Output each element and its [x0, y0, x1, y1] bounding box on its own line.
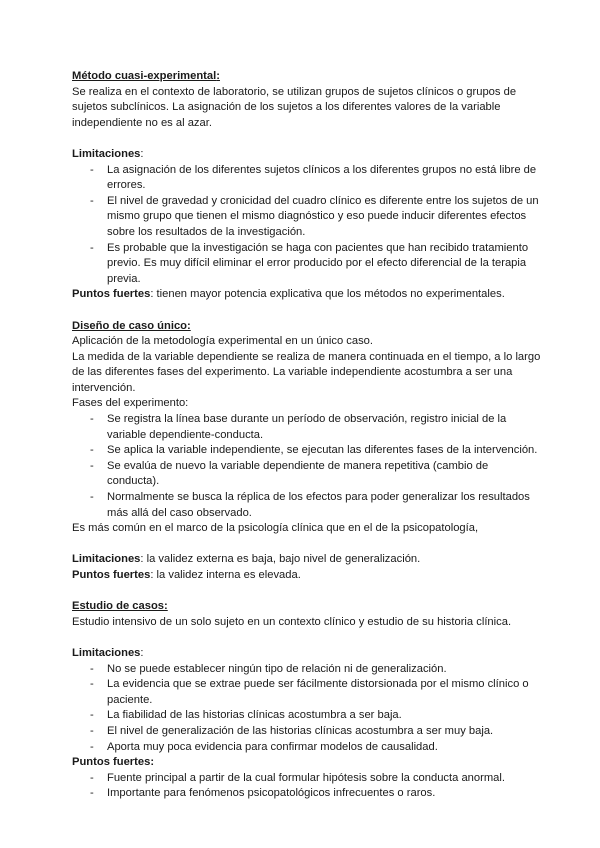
list-item-text: Normalmente se busca la réplica de los efectos para poder generalizar los resultados más allá del caso observado.	[107, 491, 530, 519]
list-item-text: La fiabilidad de las historias clínicas acostumbra a ser baja.	[107, 709, 402, 722]
list-dash: -	[90, 724, 94, 737]
section-estudio-casos-heading-line	[72, 599, 542, 615]
limitations-colon: :	[140, 147, 144, 160]
list-item	[72, 708, 542, 724]
list-dash: -	[90, 163, 94, 176]
list-dash: -	[90, 413, 94, 426]
document-page	[72, 69, 542, 802]
list-item-text: Fuente principal a partir de la cual formular hipótesis sobre la conducta anormal.	[107, 771, 505, 784]
limitations-heading-line	[72, 646, 542, 662]
list-dash: -	[90, 740, 94, 753]
list-item	[72, 740, 542, 756]
list-dash: -	[90, 662, 94, 675]
list-item	[72, 459, 542, 490]
strengths-heading-line	[72, 755, 542, 771]
list-item	[72, 677, 542, 708]
list-item-text: Aporta muy poca evidencia para confirmar modelos de causalidad.	[107, 740, 438, 753]
limitations-label: Limitaciones	[72, 646, 141, 659]
list-item-text: Se aplica la variable independiente, se ejecutan las diferentes fases de la intervención.	[107, 444, 538, 457]
strengths-list	[72, 771, 542, 802]
list-item-text: El nivel de gravedad y cronicidad del cuadro clínico es diferente entre los sujetos de un mismo grupo que tienen el mismo diagnóstico y eso puede inducir diferentes efectos sobre los resultados de la investigación.	[107, 194, 539, 238]
list-item-text: No se puede establecer ningún tipo de relación ni de generalización.	[107, 662, 447, 675]
list-item	[72, 724, 542, 740]
list-item-text: El nivel de generalización de las historias clínicas acostumbra a ser muy baja.	[107, 724, 494, 737]
strengths-line	[72, 568, 542, 584]
limitations-line	[72, 552, 542, 568]
list-item	[72, 771, 542, 787]
strengths-label: Puntos fuertes	[72, 288, 151, 301]
list-item	[72, 490, 542, 521]
list-dash: -	[90, 459, 94, 472]
list-item	[72, 662, 542, 678]
section-closing: Es más común en el marco de la psicología clínica que en el de la psicopatología,	[72, 522, 479, 535]
list-item-text: La evidencia que se extrae puede ser fácilmente distorsionada por el mismo clínico o paciente.	[107, 678, 529, 706]
section-heading-colon: :	[216, 70, 220, 82]
section-heading-colon: :	[164, 600, 168, 613]
list-dash: -	[90, 241, 94, 254]
list-item	[72, 194, 542, 241]
section-line: Aplicación de la metodología experimental en un único caso.	[72, 335, 374, 348]
list-dash: -	[90, 444, 94, 457]
list-dash: -	[90, 491, 94, 504]
list-item-text: Importante para fenómenos psicopatológicos infrecuentes o raros.	[107, 787, 436, 800]
limitations-label: Limitaciones	[72, 553, 141, 566]
section-heading: Método cuasi-experimental	[72, 70, 217, 82]
limitations-label: Limitaciones	[72, 147, 141, 160]
section-heading: Diseño de caso único	[72, 319, 188, 332]
list-dash: -	[90, 194, 94, 207]
strengths-label: Puntos fuertes	[72, 756, 151, 769]
list-dash: -	[90, 678, 94, 691]
limitations-list	[72, 662, 542, 756]
section-line: La medida de la variable dependiente se realiza de manera continuada en el tiempo, a lo largo de las diferentes fases del experimento. La variable independiente acostumbra a ser una intervención.	[72, 350, 541, 394]
strengths-colon: :	[150, 756, 155, 769]
limitations-heading-line	[72, 147, 542, 163]
strengths-text: : tienen mayor potencia explicativa que los métodos no experimentales.	[150, 288, 505, 301]
section-intro: Estudio intensivo de un solo sujeto en un contexto clínico y estudio de su historia clínica.	[72, 615, 512, 628]
spacer	[72, 303, 542, 319]
strengths-label: Puntos fuertes	[72, 569, 151, 581]
list-item	[72, 786, 542, 802]
spacer	[72, 584, 542, 600]
section-heading-colon: :	[187, 319, 191, 332]
spacer	[72, 537, 542, 553]
list-item	[72, 163, 542, 194]
list-dash: -	[90, 787, 94, 800]
section-cuasi-heading-line	[72, 69, 542, 85]
section-heading: Estudio de casos	[72, 600, 165, 613]
list-item	[72, 412, 542, 443]
strengths-line	[72, 287, 542, 303]
section-caso-unico-heading-line	[72, 319, 542, 335]
section-intro: Se realiza en el contexto de laboratorio, se utilizan grupos de sujetos clínicos o grupos de sujetos subclínicos. La asignación de los sujetos a los diferentes valores de la variable independiente no es al azar.	[72, 85, 517, 129]
spacer	[72, 630, 542, 646]
list-item	[72, 443, 542, 459]
list-dash: -	[90, 709, 94, 722]
list-item-text: Es probable que la investigación se haga con pacientes que han recibido tratamiento previo. Es muy difícil eliminar el error producido por el efecto diferencial de la terapia previa.	[107, 241, 529, 285]
list-item-text: Se evalúa de nuevo la variable dependiente de manera repetitiva (cambio de conducta).	[107, 459, 489, 488]
spacer	[72, 131, 542, 147]
limitations-list	[72, 163, 542, 288]
list-item-text: Se registra la línea base durante un período de observación, registro inicial de la variable dependiente-conducta.	[107, 413, 507, 441]
phases-label: Fases del experimento:	[72, 397, 189, 410]
limitations-colon: :	[140, 646, 144, 659]
list-item	[72, 241, 542, 288]
list-item-text: La asignación de los diferentes sujetos clínicos a los diferentes grupos no está libre de errores.	[107, 163, 537, 192]
list-dash: -	[90, 771, 94, 784]
phases-list	[72, 412, 542, 521]
strengths-text: : la validez interna es elevada.	[150, 569, 301, 581]
limitations-text: : la validez externa es baja, bajo nivel de generalización.	[140, 553, 421, 566]
